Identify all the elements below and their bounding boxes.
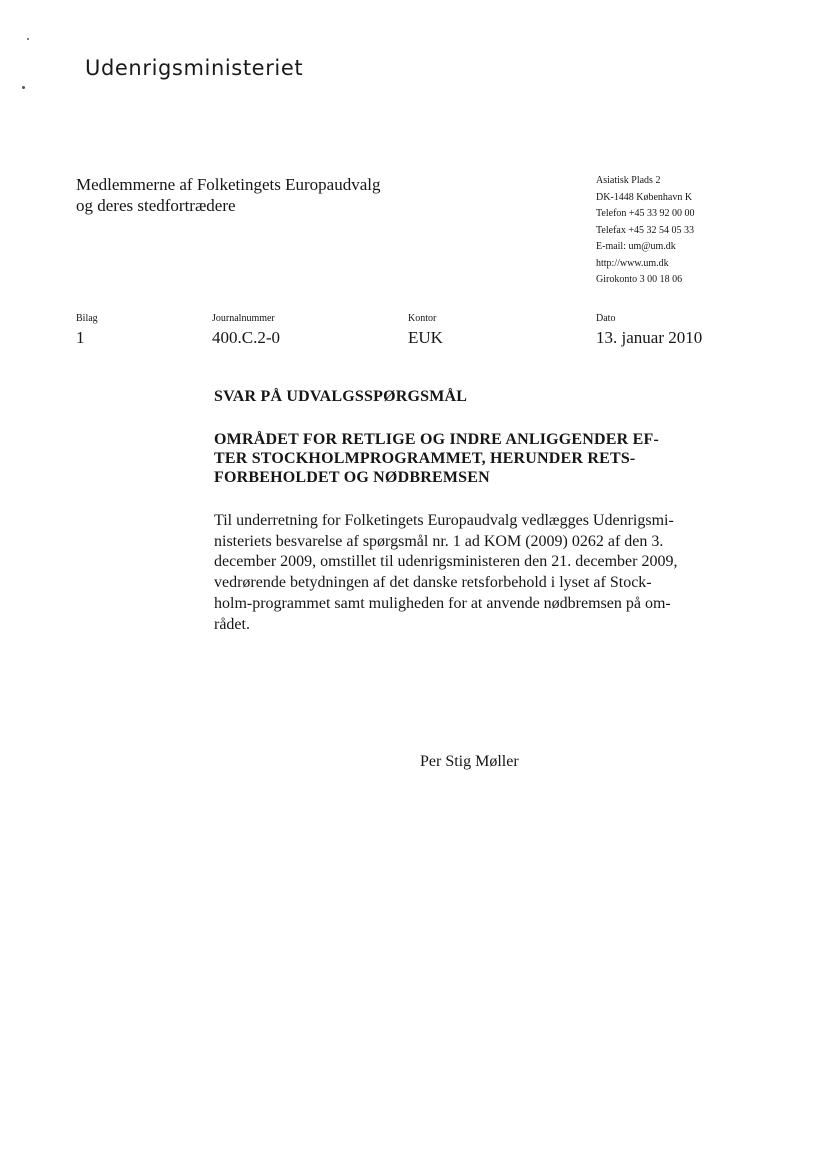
journal-value: 400.C.2-0 <box>212 328 280 347</box>
ministry-letterhead: Udenrigsministeriet <box>85 56 304 80</box>
subject-title <box>214 430 659 487</box>
journal-label: Journalnummer <box>212 313 275 324</box>
address-fax: Telefax +45 32 54 05 33 <box>596 224 694 236</box>
subject-title-line: FORBEHOLDET OG NØDBREMSEN <box>214 469 490 486</box>
recipient-line: Medlemmerne af Folketingets Europaudvalg <box>76 175 381 194</box>
subject-title-line: TER STOCKHOLMPROGRAMMET, HERUNDER RETS- <box>214 450 636 467</box>
bilag-value: 1 <box>76 328 85 347</box>
bilag-label: Bilag <box>76 313 98 324</box>
body-line: holm-programmet samt muligheden for at anvende nødbremsen på om- <box>214 594 671 612</box>
signature-name: Per Stig Møller <box>420 753 519 770</box>
address-phone: Telefon +45 33 92 00 00 <box>596 208 695 219</box>
body-line: nisteriets besvarelse af spørgsmål nr. 1 ad KOM (2009) 0262 af den 3. <box>214 532 664 550</box>
body-line: vedrørende betydningen af det danske retsforbehold i lyset af Stock- <box>214 574 652 592</box>
body-line: Til underretning for Folketingets Europaudvalg vedlægges Udenrigsmi- <box>214 512 674 529</box>
recipient-line: og deres stedfortrædere <box>76 196 236 215</box>
dato-value: 13. januar 2010 <box>596 328 703 347</box>
body-line: december 2009, omstillet til udenrigsministeren den 21. december 2009, <box>214 553 678 571</box>
dato-label: Dato <box>596 313 616 324</box>
address-website: http://www.um.dk <box>596 257 669 269</box>
kontor-value: EUK <box>408 328 443 347</box>
recipient-block <box>76 174 381 216</box>
sender-address <box>596 173 695 289</box>
address-street: Asiatisk Plads 2 <box>596 175 661 186</box>
subject-title-line: OMRÅDET FOR RETLIGE OG INDRE ANLIGGENDER EF- <box>214 431 660 448</box>
address-city: DK-1448 København K <box>596 191 693 203</box>
address-giro: Girokonto 3 00 18 06 <box>596 274 683 285</box>
body-paragraph <box>214 511 677 635</box>
scan-speck <box>27 38 29 40</box>
subject-heading: SVAR PÅ UDVALGSSPØRGSMÅL <box>214 388 468 405</box>
address-email: E-mail: um@um.dk <box>596 241 676 252</box>
body-line: rådet. <box>214 615 250 633</box>
scan-speck <box>22 86 25 89</box>
kontor-label: Kontor <box>408 313 437 324</box>
